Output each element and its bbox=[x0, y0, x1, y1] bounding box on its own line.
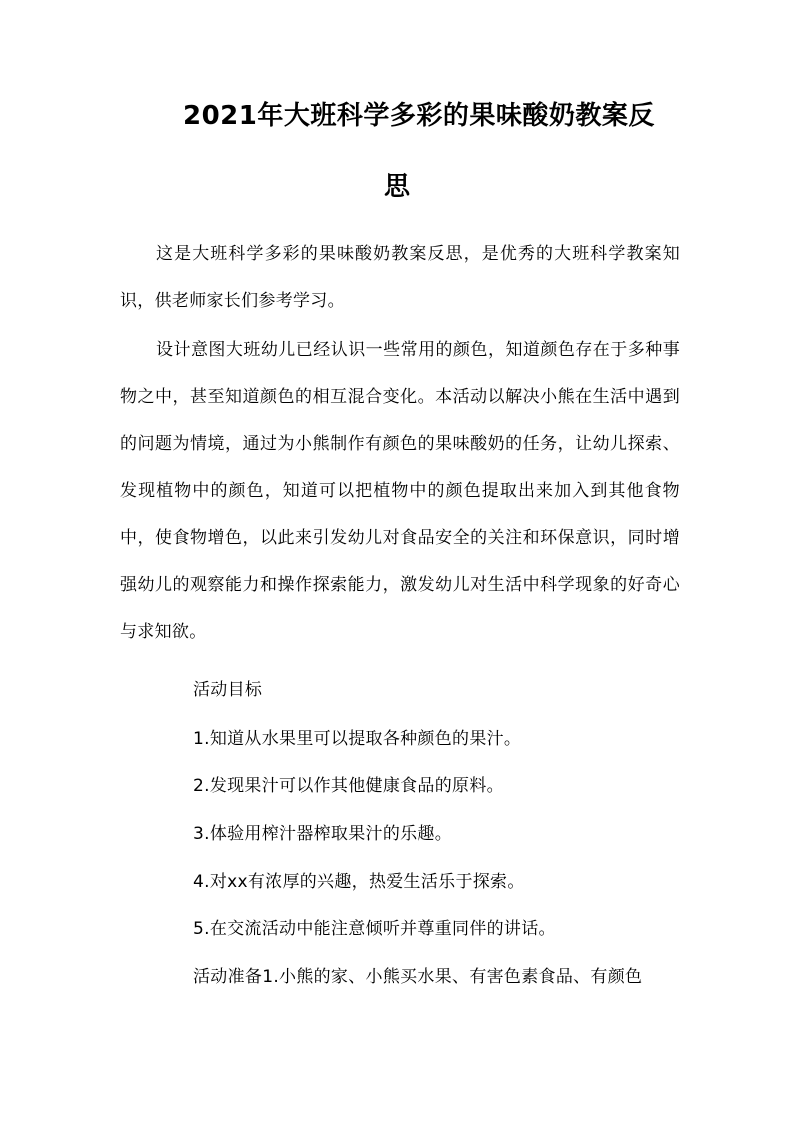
intro-paragraph: 这是大班科学多彩的果味酸奶教案反思，是优秀的大班科学教案知识，供老师家长们参考学习。 bbox=[120, 244, 680, 311]
goal-item: 1.知道从水果里可以提取各种颜色的果汁。 bbox=[193, 729, 522, 749]
design-intent-paragraph: 设计意图大班幼儿已经认识一些常用的颜色，知道颜色存在于多种事物之中，甚至知道颜色的相互混合变化。本活动以解决小熊在生活中遇到的问题为情境，通过为小熊制作有颜色的果味酸奶的任务，让幼儿探索、发现植物中的颜色，知道可以把植物中的颜色提取出来加入到其他食物中，使食物增色，以此来引发幼儿对食品安全的关注和环保意识，同时增强幼儿的观察能力和操作探索能力，激发幼儿对生活中科学现象的好奇心与求知欲。 bbox=[120, 340, 680, 642]
document-title-line-1: 2021年大班科学多彩的果味酸奶教案反 bbox=[183, 101, 655, 131]
goal-item: 2.发现果汁可以作其他健康食品的原料。 bbox=[193, 776, 504, 796]
goal-item: 5.在交流活动中能注意倾听并尊重同伴的讲话。 bbox=[193, 919, 556, 939]
goals-heading: 活动目标 bbox=[193, 680, 263, 700]
goal-item: 3.体验用榨汁器榨取果汁的乐趣。 bbox=[193, 824, 453, 844]
goal-item: 4.对xx有浓厚的兴趣，热爱生活乐于探索。 bbox=[193, 872, 525, 892]
document-title-line-2: 思 bbox=[384, 172, 411, 202]
preparation-line: 活动准备1.小熊的家、小熊买水果、有害色素食品、有颜色 bbox=[193, 967, 643, 987]
